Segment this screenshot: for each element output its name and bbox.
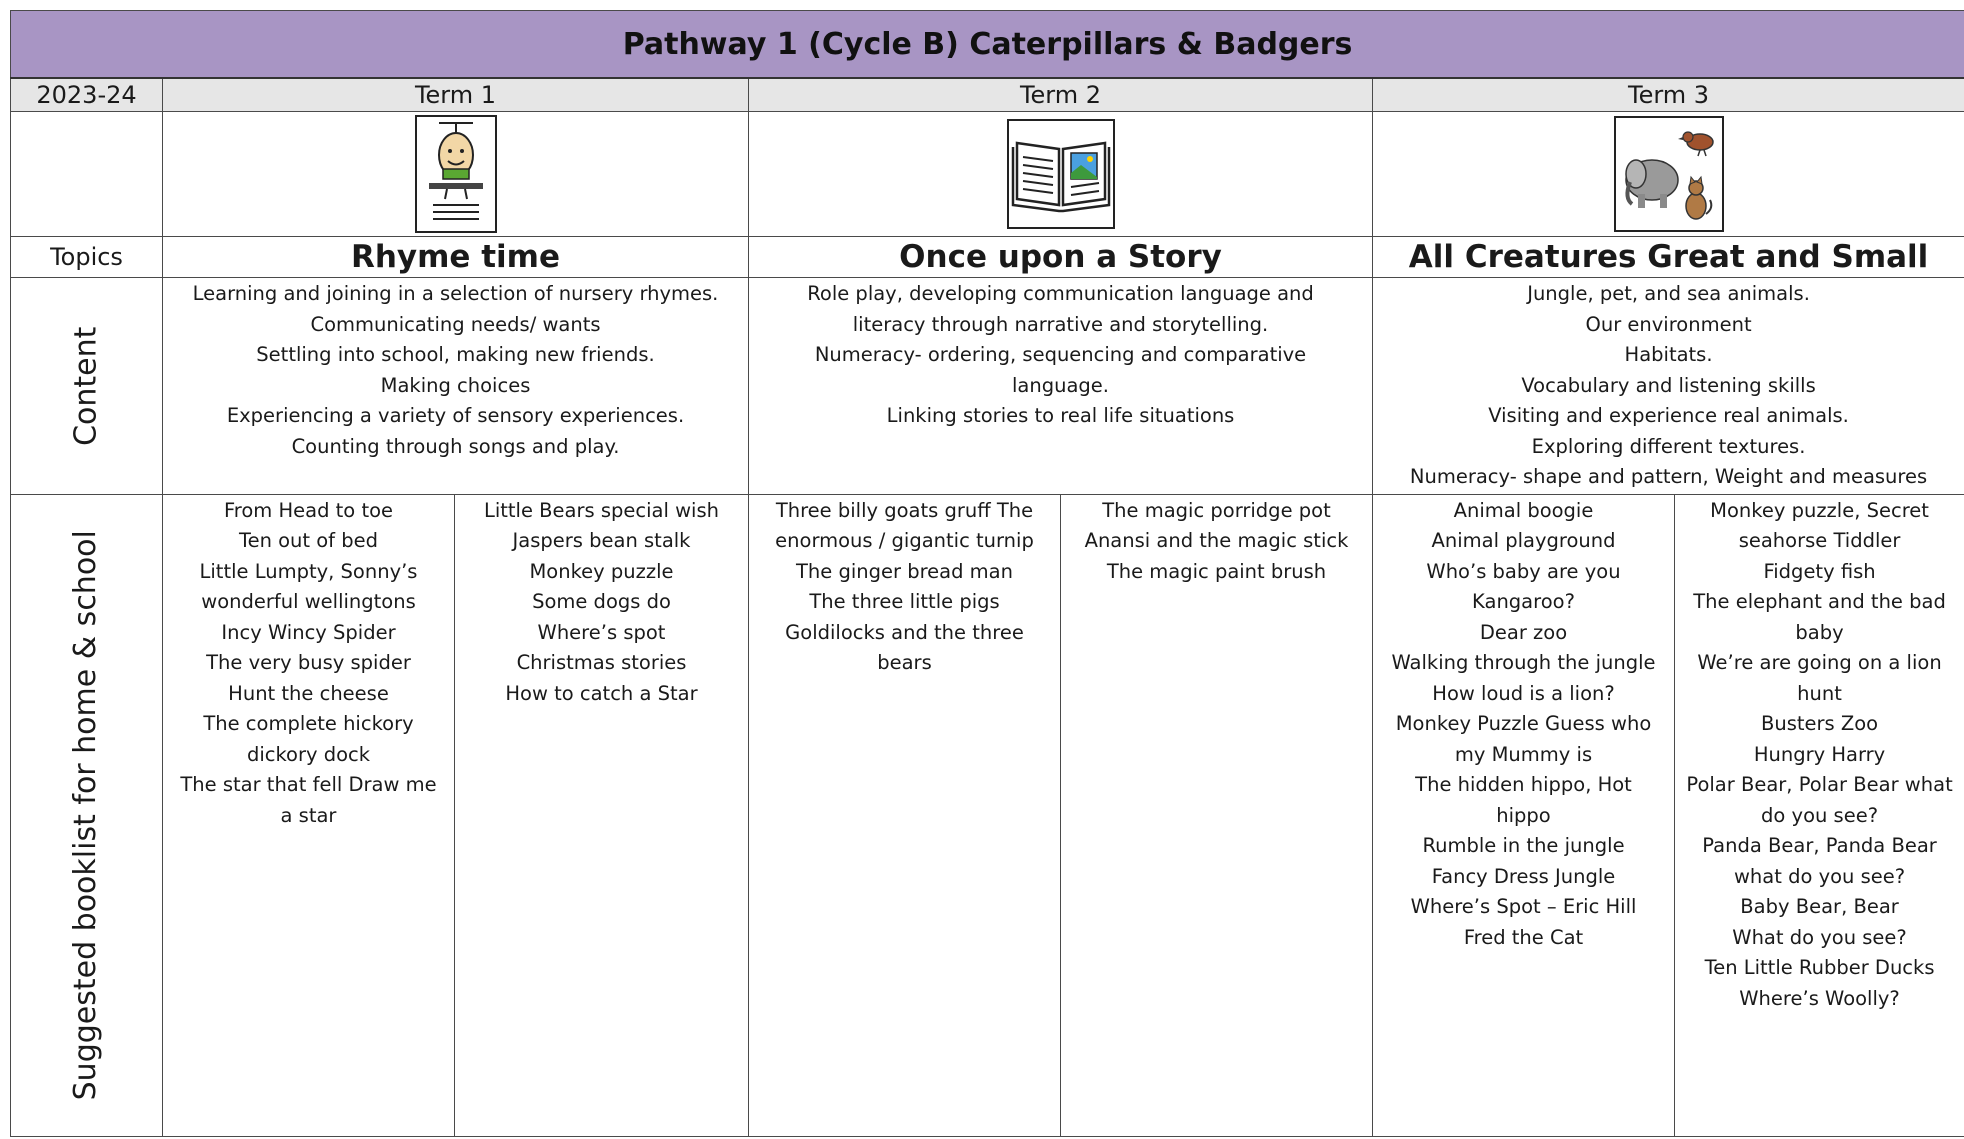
book-title: Fidgety fish	[1763, 559, 1876, 583]
term-2-header: Term 2	[749, 78, 1373, 112]
book-title: Busters Zoo	[1760, 712, 1879, 735]
book-title: hippo	[1496, 803, 1551, 827]
book-title: The very busy spider	[206, 651, 411, 674]
topic-term-3: All Creatures Great and Small	[1373, 237, 1964, 278]
book-title: The three little pigs	[809, 590, 1000, 613]
topics-label: Topics	[11, 237, 163, 278]
content-line: literacy through narrative and storytelling.	[852, 312, 1269, 336]
content-line: Making choices	[380, 373, 531, 397]
book-title: The ginger bread man	[795, 559, 1013, 583]
booklist-term-3-a	[1373, 494, 1675, 1136]
content-term-2	[749, 278, 1373, 495]
book-title: Hungry Harry	[1753, 742, 1886, 766]
content-line: Jungle, pet, and sea animals.	[1527, 282, 1810, 305]
book-title: hunt	[1797, 681, 1842, 705]
book-title: The hidden hippo, Hot	[1415, 773, 1632, 796]
book-title: From Head to toe	[223, 498, 394, 522]
content-line: Visiting and experience real animals.	[1488, 404, 1849, 427]
content-term-3	[1373, 278, 1964, 495]
book-title: bears	[877, 651, 932, 674]
book-title: what do you see?	[1733, 864, 1906, 888]
book-title: Who’s baby are you	[1426, 559, 1621, 583]
content-line: Exploring different textures.	[1531, 434, 1806, 458]
term-3-header: Term 3	[1373, 78, 1964, 112]
book-title: Goldilocks and the three	[785, 620, 1024, 644]
content-line: Habitats.	[1624, 343, 1713, 366]
book-title: Rumble in the jungle	[1422, 834, 1625, 857]
book-title: Dear zoo	[1479, 620, 1568, 644]
book-title: Animal boogie	[1453, 498, 1594, 522]
book-title: Baby Bear, Bear	[1740, 895, 1899, 918]
open-book-icon	[1007, 119, 1115, 229]
book-title: Ten out of bed	[238, 529, 379, 552]
book-title: Where’s spot	[537, 620, 666, 644]
book-title: Walking through the jungle	[1391, 651, 1656, 674]
content-line: Experiencing a variety of sensory experiences.	[226, 404, 685, 427]
book-title: Christmas stories	[516, 651, 687, 674]
book-title: Polar Bear, Polar Bear what	[1686, 773, 1953, 796]
book-title: Three billy goats gruff The	[775, 498, 1034, 522]
booklist-label: Suggested booklist for home & school	[68, 529, 104, 1101]
content-label-cell	[11, 278, 163, 495]
book-title: do you see?	[1761, 803, 1879, 827]
book-title: Hunt the cheese	[228, 681, 389, 705]
content-line: Learning and joining in a selection of nursery rhymes.	[192, 282, 719, 305]
book-title: The magic paint brush	[1106, 559, 1327, 583]
nursery-rhyme-poster-icon	[415, 115, 497, 233]
content-term-1	[163, 278, 749, 495]
content-line: Our environment	[1585, 312, 1752, 336]
book-title: Anansi and the magic stick	[1084, 529, 1349, 552]
book-title: What do you see?	[1732, 925, 1907, 949]
book-title: a star	[280, 803, 337, 827]
booklist-term-2-b	[1061, 494, 1373, 1136]
content-line: Numeracy- shape and pattern, Weight and measures	[1409, 465, 1928, 488]
book-title: The magic porridge pot	[1102, 498, 1331, 522]
book-title: The complete hickory	[203, 712, 414, 735]
curriculum-table	[10, 10, 1964, 1137]
booklist-term-1-b	[455, 494, 749, 1136]
content-line: Vocabulary and listening skills	[1521, 373, 1816, 397]
book-title: Monkey puzzle, Secret	[1710, 498, 1929, 522]
book-title: Kangaroo?	[1472, 590, 1575, 613]
book-title: Little Bears special wish	[483, 498, 719, 522]
book-title: How loud is a lion?	[1432, 681, 1615, 705]
term-1-header: Term 1	[163, 78, 749, 112]
book-title: Fred the Cat	[1463, 925, 1584, 949]
book-title: Jaspers bean stalk	[512, 529, 691, 552]
book-title: Ten Little Rubber Ducks	[1704, 956, 1935, 979]
content-line: Numeracy- ordering, sequencing and comparative	[814, 343, 1307, 366]
book-title: seahorse Tiddler	[1738, 529, 1901, 552]
content-line: Counting through songs and play.	[291, 434, 620, 458]
book-title: wonderful wellingtons	[201, 590, 416, 613]
content-label: Content	[68, 326, 104, 446]
book-title: Fancy Dress Jungle	[1431, 864, 1616, 888]
book-title: The elephant and the bad	[1693, 590, 1946, 613]
year-cell: 2023-24	[11, 78, 163, 112]
booklist-label-cell	[11, 494, 163, 1136]
book-title: Monkey Puzzle Guess who	[1395, 712, 1652, 735]
content-line: language.	[1012, 373, 1109, 397]
book-title: enormous / gigantic turnip	[775, 529, 1034, 552]
book-title: Incy Wincy Spider	[221, 620, 396, 644]
animals-icon	[1614, 116, 1724, 232]
term-1-image-cell	[163, 112, 749, 237]
content-line: Role play, developing communication language and	[807, 282, 1314, 305]
booklist-term-3-b	[1675, 494, 1964, 1136]
term-2-image-cell	[749, 112, 1373, 237]
book-title: baby	[1795, 620, 1844, 644]
term-3-image-cell	[1373, 112, 1964, 237]
content-line: Linking stories to real life situations	[886, 404, 1235, 427]
topic-term-2: Once upon a Story	[749, 237, 1373, 278]
book-title: Where’s Woolly?	[1739, 986, 1900, 1010]
content-line: Communicating needs/ wants	[310, 312, 601, 336]
book-title: The star that fell Draw me	[180, 773, 437, 796]
book-title: my Mummy is	[1454, 742, 1593, 766]
book-title: Little Lumpty, Sonny’s	[199, 559, 418, 583]
book-title: Monkey puzzle	[529, 559, 674, 583]
booklist-term-2-a	[749, 494, 1061, 1136]
book-title: How to catch a Star	[505, 681, 698, 705]
book-title: Where’s Spot – Eric Hill	[1410, 895, 1637, 918]
book-title: Panda Bear, Panda Bear	[1702, 834, 1937, 857]
page-title: Pathway 1 (Cycle B) Caterpillars & Badgers	[11, 11, 1964, 79]
book-title: Some dogs do	[532, 590, 671, 613]
image-row-label	[11, 112, 163, 237]
book-title: Animal playground	[1431, 529, 1616, 552]
content-line: Settling into school, making new friends.	[256, 343, 655, 366]
topic-term-1: Rhyme time	[163, 237, 749, 278]
book-title: dickory dock	[246, 742, 371, 766]
book-title: We’re are going on a lion	[1697, 651, 1942, 674]
booklist-term-1-a	[163, 494, 455, 1136]
